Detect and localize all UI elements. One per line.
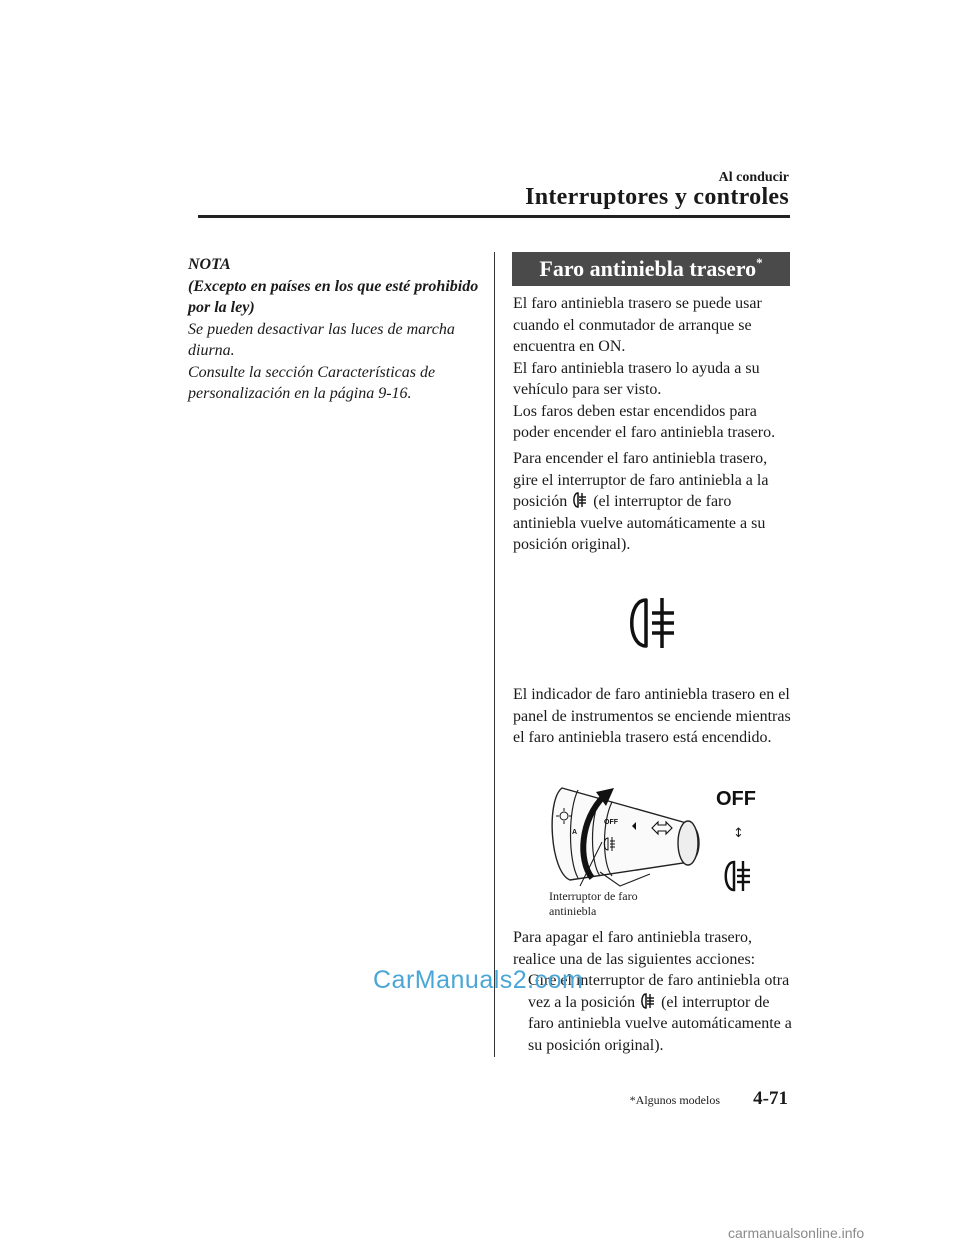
- off-label: OFF: [716, 788, 756, 810]
- caption-line-1: Interruptor de faro: [549, 889, 638, 903]
- paragraph-usage-2: El faro antiniebla trasero lo ayuda a su vehículo para ser visto.: [513, 359, 760, 398]
- caption-line-2: antiniebla: [549, 903, 597, 918]
- rear-fog-indicator-icon: [622, 596, 684, 650]
- paragraph-usage-3: Los faros deben estar encendidos para poder encender el faro antiniebla trasero.: [513, 402, 776, 441]
- paragraph-indicator: El indicador de faro antiniebla trasero en el panel de instrumentos se enciende mientras el faro antiniebla trasero está encendido.: [513, 686, 791, 746]
- paragraph-usage-1: El faro antiniebla trasero se puede usar cuando el conmutador de arranque se encuentra en ON.: [513, 295, 762, 355]
- paragraph-turn-off-step-b: (el interruptor de faro antiniebla vuelve automáticamente a su posición original).: [528, 993, 792, 1054]
- paragraph-turn-off-step-a: Gire el interruptor de faro antiniebla otra vez a la posición: [528, 972, 790, 1011]
- paragraph-turn-on-b: (el interruptor de faro antiniebla vuelve automáticamente a su posición original).: [513, 493, 766, 553]
- watermark-carmanuals2[interactable]: CarManuals2.com: [373, 966, 584, 994]
- note-line-1: Se pueden desactivar las luces de marcha diurna.: [188, 320, 455, 359]
- section-banner: [512, 252, 790, 286]
- watermark-carmanualsonline[interactable]: carmanualsonline.info: [728, 1225, 865, 1241]
- footnote: *Algunos modelos: [629, 1093, 720, 1107]
- section-title-mark: *: [756, 255, 763, 270]
- rear-fog-icon: [571, 492, 589, 508]
- fog-switch-illustration: [540, 780, 710, 890]
- page-number: 4-71: [753, 1088, 788, 1109]
- rear-fog-position-icon: [720, 860, 756, 892]
- paragraph-usage: [513, 293, 793, 444]
- stalk-auto-label: A: [572, 829, 578, 836]
- header-section: Al conducir: [718, 170, 789, 185]
- note-condition: (Excepto en países en los que esté prohibido por la ley): [188, 277, 479, 316]
- section-title: Faro antiniebla trasero: [539, 256, 757, 281]
- header-rule: [198, 215, 790, 218]
- paragraph-turn-on: [513, 448, 793, 556]
- stalk-off-label: OFF: [604, 819, 618, 826]
- paragraph-turn-off: Para apagar el faro antiniebla trasero, realice una de las siguientes acciones:: [513, 929, 756, 968]
- note-block: [188, 254, 483, 405]
- note-line-2: Consulte la sección Características de personalización en la página 9-16.: [188, 363, 436, 402]
- rear-fog-icon-2: [639, 993, 657, 1009]
- illustration-caption: [549, 889, 638, 918]
- column-divider: [494, 252, 495, 1057]
- note-heading: NOTA: [188, 256, 231, 273]
- paragraph-turn-on-a: Para encender el faro antiniebla trasero, gire el interruptor de faro antiniebla a la posición: [513, 450, 769, 510]
- up-down-arrow-icon: ↕: [733, 826, 744, 841]
- page-title: Interruptores y controles: [525, 184, 789, 210]
